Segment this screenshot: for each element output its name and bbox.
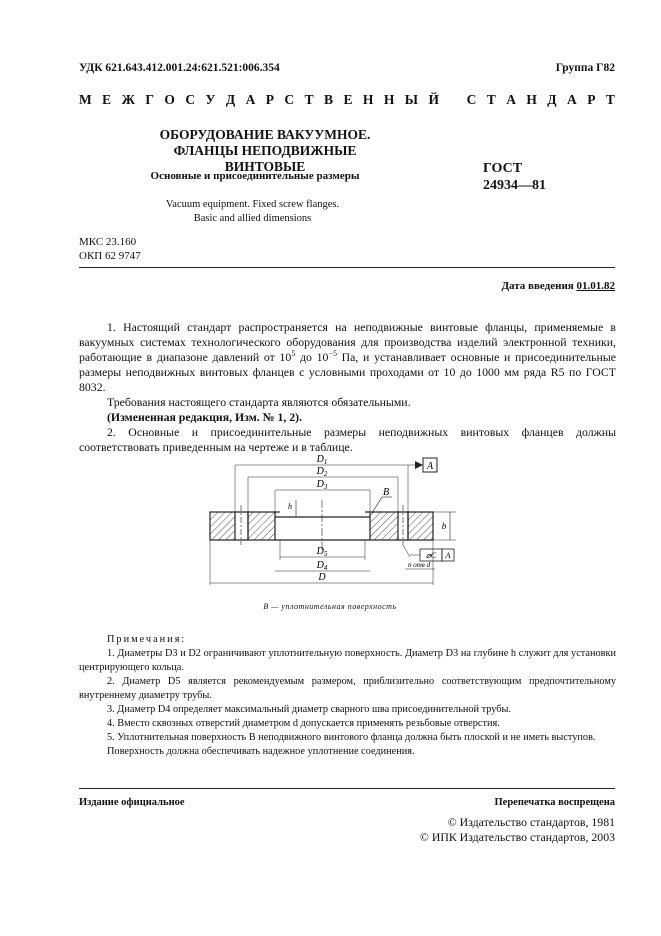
banner-letter: В (324, 92, 334, 107)
note-3: 3. Диаметр D4 определяет максимальный диаметр сварного шва присоединительной трубы. (107, 704, 512, 715)
flange-drawing (200, 445, 490, 600)
banner-letter: Е (102, 92, 112, 107)
left-flange-inner-section (248, 512, 275, 540)
classification-codes (79, 235, 141, 263)
official-edition: Издание официальное (79, 797, 185, 808)
note-1: 1. Диаметры D3 и D2 ограничивают уплотнительную поверхность. Диаметр D3 на глубине h служит для установки центрирующего кольца. (79, 648, 616, 673)
notes-heading: Примечания: (107, 634, 187, 645)
standard-banner (79, 92, 615, 108)
document-title (150, 127, 380, 175)
left-flange-outer-section (210, 512, 235, 540)
paragraph-2: Требования настоящего стандарта являются обязательными. (107, 395, 411, 409)
copyright-1981: © Издательство стандартов, 1981 (447, 815, 615, 829)
dimension-d4: $D_4$ (316, 560, 328, 572)
mks-code: МКС 23.160 (79, 236, 137, 248)
surface-b-label: B (382, 487, 390, 498)
banner-letter: Д (225, 92, 236, 107)
dimension-h: h (288, 502, 292, 511)
dimension-d3: $D_3$ (316, 479, 328, 491)
banner-letter: С (284, 92, 295, 107)
banner-letter: Т (304, 92, 314, 107)
banner-letter: Т (486, 92, 496, 107)
footer-divider (79, 788, 615, 789)
banner-letter: Й (428, 92, 439, 107)
copyright-2003: © ИПК Издательство стандартов, 2003 (419, 830, 615, 844)
dimension-d2: $D_2$ (316, 466, 328, 478)
copyright-block (420, 815, 615, 845)
right-flange-inner-section (370, 512, 398, 540)
reprint-prohibited: Перепечатка воспрещена (494, 797, 615, 808)
notes-section (79, 633, 616, 759)
english-title (120, 198, 385, 226)
banner-letter: Р (265, 92, 274, 107)
banner-letter: Т (605, 92, 615, 107)
document-subtitle: Основные и присоединительные размеры (150, 170, 360, 182)
introduction-date (501, 280, 615, 292)
right-flange-outer-section (408, 512, 433, 540)
holes-note: n отв d (408, 561, 431, 569)
dimension-d1: $D_1$ (316, 454, 328, 466)
title-line-1: ОБОРУДОВАНИЕ ВАКУУМНОЕ. (159, 127, 371, 142)
dimension-d5: $D_5$ (316, 546, 328, 558)
banner-letter: Н (362, 92, 374, 107)
paragraph-1: 1. Настоящий стандарт распространяется на неподвижные винтовые фланцы, применяемые в вакуумных системах технологического оборудования для производства изделий электронной техники, работающие в диапазоне давлений от $10^5$ до $10^{-5}$ Па, и устанавливает основные и присоединительные размеры неподвижных винтовых фланцев с условными проходами от 10 до 1000 мм ряда R5 по ГОСТ 8032. (79, 320, 616, 394)
banner-letter: С (466, 92, 477, 107)
okp-code: ОКП 62 9747 (79, 250, 141, 262)
gost-label: ГОСТ (483, 161, 523, 176)
paragraph-3: 2. Основные и присоединительные размеры неподвижных винтовых фланцев должны соответствовать приведенным на чертеже и в таблице. (79, 425, 616, 454)
note-5: 5. Уплотнительная поверхность B неподвижного винтового фланца должна быть плоской и не иметь выступов. (107, 732, 596, 743)
title-line-2: ФЛАНЦЫ НЕПОДВИЖНЫЕ ВИНТОВЫЕ (173, 143, 357, 174)
udk-code: УДК 621.643.412.001.24:621.521:006.354 (79, 62, 280, 74)
note-4: 4. Вместо сквозных отверстий диаметром d допускается применять резьбовые отверстия. (107, 718, 500, 729)
date-value: 01.01.82 (576, 280, 615, 292)
banner-letter: С (185, 92, 196, 107)
banner-letter: А (245, 92, 256, 107)
banner-letter: Ж (121, 92, 135, 107)
drawing-caption: B — уплотнительная поверхность (263, 602, 397, 611)
note-6: Поверхность должна обеспечивать надежное уплотнение соединения. (107, 746, 415, 757)
gost-number: 24934—81 (483, 178, 546, 193)
banner-letter: Н (526, 92, 537, 107)
banner-letter: Д (547, 92, 557, 107)
gost-designation (483, 160, 546, 194)
banner-gap (449, 92, 456, 108)
banner-letter: Г (145, 92, 154, 107)
date-label: Дата введения (501, 280, 574, 292)
header-divider (79, 267, 615, 268)
english-title-line-2: Basic and allied dimensions (193, 213, 312, 224)
english-title-line-1: Vacuum equipment. Fixed screw flanges. (165, 199, 340, 210)
note-2: 2. Диаметр D5 является рекомендуемым размером, приблизительно соответствующим предпочтительному внутреннему диаметру трубы. (79, 676, 616, 701)
banner-letter: Р (587, 92, 596, 107)
banner-letter: А (506, 92, 516, 107)
banner-letter: Н (383, 92, 395, 107)
banner-letter: М (79, 92, 92, 107)
body-text (79, 320, 616, 455)
banner-letter: О (164, 92, 175, 107)
banner-letter: А (567, 92, 577, 107)
dimension-b: b (441, 521, 447, 531)
position-tolerance: ⌀C (425, 551, 437, 560)
banner-letter: Ы (404, 92, 419, 107)
tolerance-datum: A (445, 551, 451, 560)
dimension-d: D (318, 572, 326, 583)
datum-a-label: A (426, 461, 434, 472)
amendment-note: (Измененная редакция, Изм. № 1, 2). (107, 410, 303, 424)
banner-letter: У (205, 92, 216, 107)
banner-letter: Е (343, 92, 353, 107)
group-code: Группа Г82 (555, 62, 615, 74)
